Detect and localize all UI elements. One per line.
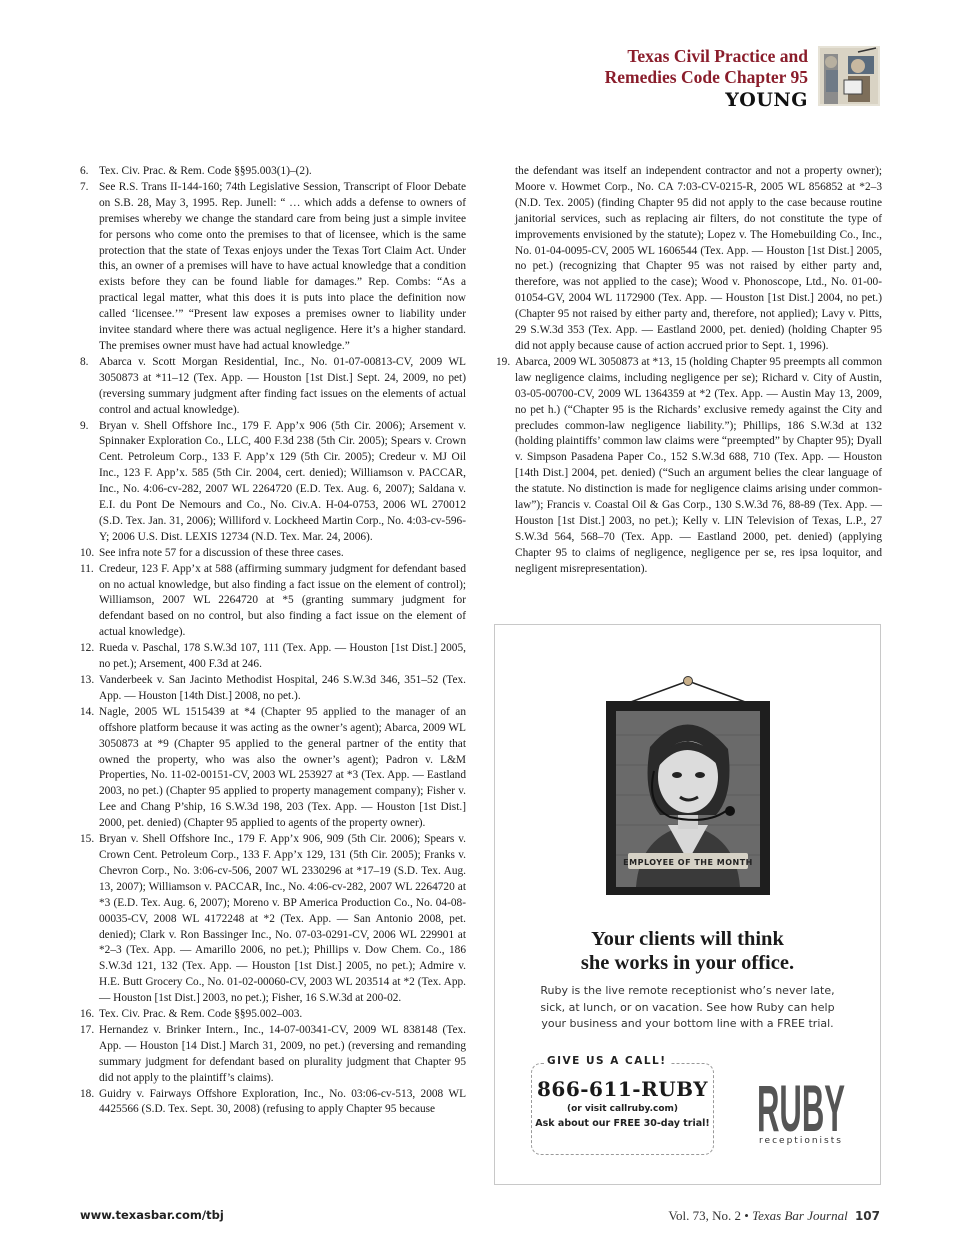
footnote: 19. Abarca, 2009 WL 3050873 at *13, 15 (holding Chapter 95 preempts all common law negligence claims, including negligence per se); Richard v. City of Austin, 03-05-00700-CV, 2009 WL 1364359 at *2 (Tex. App. — Austin May 13, 2009, no pet h.) (“Chapter 95 is the Richards’ exclusive remedy against the City and precludes common-law negligence liability.”); Phillips, 186 S.W.3d at 132 (holding plaintiffs’ common law claims were “preempted” by Chapter 95); Dyall v. Simpson Pasadena Paper Co., 152 S.W.3d 688, 710 (Tex. App. — Houston [14th Dist.] 2004, pet. denied) (“Such an argument belies the clear language of the statute. No distinction is made for negligence claims arising under common-law”); Francis v. Coastal Oil & Gas Corp., 130 S.W.3d 76, 88-89 (Tex. App. — Houston [1st Dist.] 2003, no pet.); Kelly v. LIN Television of Texas, L.P., 27 S.W.3d 564, 568–70 (Tex. App. — Eastland 2000, pet. denied) (applying Chapter 95 to claims of negligence, negligence per se, res ipsa loquitor, and negligent misrepresentation). bbox=[496, 355, 882, 575]
header-author: YOUNG bbox=[725, 89, 808, 111]
page-number: 107 bbox=[854, 1209, 880, 1223]
header-title-line1: Texas Civil Practice and bbox=[627, 46, 808, 66]
footnote: 7. See R.S. Trans II-144-160; 74th Legislative Session, Transcript of Floor Debate on S.B. 28, May 3, 1995. Rep. Junell: “ … which adds a defense to owners of premises whereby we change the standard care from being just a simple invitee for persons who come onto the premises to that of licensee, which is the same protection that the state of Texas enjoys under the Texas Tort Claim Act. Under this, an owner of a premises will have to have actual knowledge that a condition exists before they can be found liable for damages.” Rep. Combs: “As a practical legal matter, what this does it is puts into place the definition now called ‘licensee.’” “Present law exposes a premises owner to liability under invitee standard where there was actual negligence. Here it’s a higher standard. The premises owner must have had actual knowledge.” bbox=[80, 180, 466, 352]
footnote: 8. Abarca v. Scott Morgan Residential, Inc., No. 01-07-00813-CV, 2009 WL 3050873 at *11–12 (Tex. App. — Houston [1st Dist.] Sept. 24, 2009, no pet) (reversing summary judgment after finding fact issues on the elements of actual control and actual knowledge). bbox=[80, 355, 466, 416]
footer-bullet: • bbox=[744, 1208, 749, 1223]
footer-url[interactable]: www.texasbar.com/tbj bbox=[80, 1208, 224, 1222]
footer-journal: Texas Bar Journal bbox=[752, 1208, 848, 1223]
footnote: 17. Hernandez v. Brinker Intern., Inc., 14-07-00341-CV, 2009 WL 838148 (Tex. App. — Houston [14 Dist.] March 31, 2009, no pet.) (reversing and remanding summary judgment for defendant based on plurality judgment that Chapter 95 did not apply to the plaintiff’s claims). bbox=[80, 1023, 466, 1084]
footnote: 13. Vanderbeek v. San Jacinto Methodist Hospital, 246 S.W.3d 346, 351–52 (Tex. App. — Houston [14th Dist.] 2008, no pet.). bbox=[80, 674, 466, 702]
cta-label: GIVE US A CALL! bbox=[544, 1055, 670, 1067]
footer-folio bbox=[668, 1208, 880, 1224]
employee-portrait-illustration bbox=[606, 675, 770, 895]
footnote: 11. Credeur, 123 F. App’x at 588 (affirming summary judgment for defendant based on no actual knowledge, but also finding a fact issue on the element of control); Williamson, 2007 WL 2264720 at *5 (granting summary judgment for defendant based on no control, but also finding a fact issue on the element of actual knowledge). bbox=[80, 562, 466, 639]
column-illustration-icon bbox=[818, 46, 880, 106]
plaque-text: EMPLOYEE OF THE MONTH bbox=[623, 858, 753, 867]
footnote: 9. Bryan v. Shell Offshore Inc., 179 F. App’x 906 (5th Cir. 2006); Arsement v. Spinnaker Exploration Co., LLC, 400 F.3d 238 (5th Cir. 2005); Spears v. Crown Cent. Petroleum Corp., 133 F. App’x 129 (5th Cir. 2005); Credeur v. MJ Oil Inc., 123 F. App’x. 585 (5th Cir. 2004, cert. denied); Williamson v. PACCAR, Inc., No. 4:06-cv-282, 2007 WL 2264720 (E.D. Tex. Aug. 6, 2007); Saldana v. E.I. du Pont De Nemours and Co., No. Civ.A. H-04-0753, 2006 WL 270012 (S.D. Tex. Jan. 31, 2006); Williford v. Lockheed Martin Corp., No. 4:03-cv-596-Y; 2006 U.S. Dist. LEXIS 12734 (N.D. Tex. Mar. 24, 2006). bbox=[80, 419, 466, 543]
footnotes-left-column bbox=[80, 164, 466, 1118]
ad-body-text: Ruby is the live remote receptionist who’s never late, sick, at lunch, or on vacation. See how Ruby can help your business and your bottom line with a FREE trial. bbox=[540, 984, 835, 1030]
footnote: 14. Nagle, 2005 WL 1515439 at *4 (Chapter 95 applied to the manager of an offshore platform because it was acting as the owner’s agent); Abarca, 2009 WL 3050873 at *9 (Chapter 95 applied to the general partner of the entity that owned the property, who was also the owner’s agent); Padron v. L&M Properties, No. 11-02-00151-CV, 2003 WL 253927 at *3 (Tex. App. — Eastland 2003, no pet.) (Chapter 95 applied to property management company); Fisher v. Lee and Chang P’ship, 16 S.W.3d 198, 203 (Tex. App. — Houston [1st Dist.] 2000, pet. denied) (Chapter 95 applied to agents of the property owner). bbox=[80, 705, 466, 830]
ruby-logo-subtitle: receptionists bbox=[759, 1136, 843, 1146]
footnote: 16. Tex. Civ. Prac. & Rem. Code §§95.002–003. bbox=[80, 1008, 303, 1021]
footnote: 18. Guidry v. Fairways Offshore Exploration, Inc., No. 03:06-cv-513, 2008 WL 4425566 (S.D. Tex. Sept. 30, 2008) (refusing to apply Chapter 95 because bbox=[80, 1087, 466, 1116]
footnote: 6. Tex. Civ. Prac. & Rem. Code §§95.003(1)–(2). bbox=[80, 165, 312, 177]
footnote: 10. See infra note 57 for a discussion of these three cases. bbox=[80, 546, 344, 559]
svg-text:RUBY: RUBY bbox=[757, 1071, 845, 1145]
running-header bbox=[605, 46, 808, 112]
header-title-line2: Remedies Code Chapter 95 bbox=[604, 67, 808, 87]
website-link[interactable]: (or visit callruby.com) bbox=[566, 1104, 679, 1114]
footnote: 15. Bryan v. Shell Offshore Inc., 179 F. App’x 906, 909 (5th Cir. 2006); Spears v. Crown Cent. Petroleum Corp., 133 F. App’x 129, 131 (5th Cir. 2005); Franks v. Chevron Corp., No. 3:06-cv-506, 2007 WL 2330296 at *17–19 (S.D. Tex. Aug. 13, 2007); Williamson v. PACCAR, Inc., No. 4:06-cv-282, 2007 WL 2264720 at *3 (E.D. Tex. Aug. 6, 2007); Moreno v. BP America Production Co., No. 04-08-00035-CV, 2008 WL 4172248 at *2 (Tex. App. — San Antonio 2008, pet. denied); Clark v. Ron Bassinger Inc., No. 07-03-0291-CV, 2006 WL 229901 at *2–3 (Tex. App. — Amarillo 2006, no pet.); Phillips v. Dow Chem. Co., 186 S.W.3d 121, 132 (Tex. App. — Houston [1st Dist.] 2005, no pet.); Admire v. H.E. Butt Grocery Co., No. 01-02-00060-CV, 2003 WL 203514 at *2 (Tex. App. — Houston [1st Dist.] 2003, no pet.); Fisher, 16 S.W.3d at 200-02. bbox=[80, 833, 466, 1005]
footnote: 12. Rueda v. Paschal, 178 S.W.3d 107, 111 (Tex. App. — Houston [1st Dist.] 2005, no pet.); Arsement, 400 F.3d at 246. bbox=[80, 642, 466, 671]
ruby-advertisement bbox=[494, 624, 881, 1185]
ad-headline-line2: she works in your office. bbox=[580, 952, 795, 974]
call-to-action-box[interactable] bbox=[531, 1055, 714, 1155]
footnotes-right-column bbox=[496, 164, 882, 578]
trial-offer: Ask about our FREE 30-day trial! bbox=[535, 1118, 710, 1129]
footnote-continuation: the defendant was itself an independent contractor and not a property owner); Moore v. Howmet Corp., No. CA 7:03-CV-0215-R, 2005 WL 856852 at *2–3 (N.D. Tex. 2005) (finding Chapter 95 did not apply to the case because routine janitorial services, such as replacing air filters, do not constitute the type of improvements envisioned by the statute); Lopez v. The Homebuilding Co., Inc., No. 01-04-0095-CV, 2005 WL 1606544 (Tex. App. — Houston [1st Dist.] 2005, no pet.) (recognizing that Chapter 95 was not raised by either party and, therefore, was not applied to the case); Wood v. Phonoscope, Ltd., No. 01-00-01054-GV, 2004 WL 1172900 (Tex. App. — Houston [1st Dist.] 2004, no pet.) (Chapter 95 not raised by either party and, therefore, not applied); Lavy v. Pitts, 29 S.W.3d 353 (Tex. App. — Eastland 2000, pet. denied) (holding Chapter 95 did not apply because cause of action accrued prior to Sept. 1, 1996). bbox=[515, 165, 882, 352]
footer-volume: Vol. 73, No. 2 bbox=[668, 1208, 742, 1223]
ad-headline-line1: Your clients will think bbox=[591, 928, 784, 950]
phone-number[interactable]: 866-611-RUBY bbox=[537, 1077, 708, 1101]
